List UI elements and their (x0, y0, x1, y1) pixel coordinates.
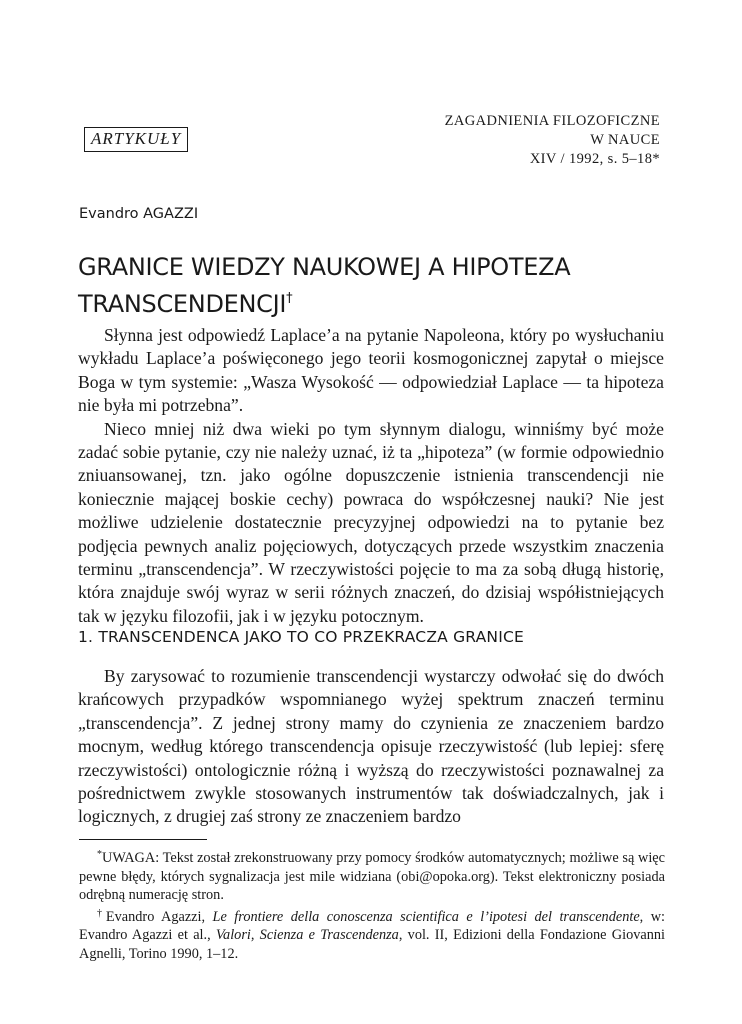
section-text (78, 665, 664, 829)
paragraph: Nieco mniej niż dwa wieki po tym słynnym dialogu, winniśmy być może zadać sobie pytanie, czy nie należy uznać, iż ta „hipoteza” (w formie odpowiednio zniuansowanej, tzn. jako ogólne dopuszczenie istnienia transcendencji nie koniecznie mającej boskie cechy) powraca do współczesnej nauki? Nie jest możliwe udzielenie dostatecznie precyzyjnej odpowiedzi na to pytanie bez podjęcia pewnych analiz pojęciowych, dotyczących przede wszystkim znaczenia terminu „transcendencja”. W rzeczywistości pojęcie to ma za sobą długą historię, która znajduje swój wyraz w serii różnych znaczeń, do dzisiaj współistniejących tak w języku filozofii, jak i w języku potocznym. (78, 418, 664, 626)
footnote-book: Valori, Scienza e Trascendenza (215, 927, 399, 944)
paragraph: Słynna jest odpowiedź Laplace’a na pytanie Napoleona, który po wysłuchaniu wykładu Laplace’a poświęconego jego teorii kosmogonicznej zapytał o miejsce Boga w tym systemie: „Wasza Wysokość — odpowiedział Laplace — ta hipoteza nie była mi potrzebna”. (78, 325, 664, 416)
journal-info (445, 112, 660, 169)
paragraph: By zarysować to rozumienie transcendencji wystarczy odwołać się do dwóch krańcowych przypadków wspomnianego wyżej spektrum znaczeń terminu „transcendencja”. Z jednej strony mamy do czynienia ze znaczeniem bardzo mocnym, według którego transcendencja opisuje rzeczywistość (lub lepiej: sferę rzeczywistości) ontologicznie różną i wyższą do rzeczywistości poznawalnej za pośrednictwem zwykle stosowanych instrumentów tak doświadczalnych, jak i logicznych, z drugiej zaś strony ze znaczeniem bardzo (78, 666, 664, 827)
article-title (78, 251, 668, 320)
title-footnote-mark: † (286, 291, 293, 306)
footnote-author: Evandro Agazzi, (105, 908, 213, 925)
footnote-text: UWAGA: Tekst został zrekonstruowany przy pomocy środków automatycznych; możliwe są więc pewne błędy, których sygnalizacja jest mile widziana (obi@opoka.org). Tekst elektroniczny posiada odrębną numerację stron. (79, 850, 665, 904)
footnote-mark: * (97, 849, 102, 860)
footnote (79, 905, 665, 964)
journal-subtitle: W NAUCE (590, 132, 660, 148)
author-name: Evandro AGAZZI (79, 206, 199, 222)
journal-volume: XIV / 1992, s. 5–18* (529, 151, 660, 167)
footnotes (79, 846, 665, 964)
footnote-mark: † (97, 907, 106, 919)
footnote-divider (79, 839, 207, 840)
footnote-text: , w: Evandro Agazzi et al., (79, 908, 666, 944)
intro-text (78, 324, 664, 628)
footnote-title: Le frontiere della conoscenza scientifica e l’ipotesi del transcendente (212, 908, 640, 925)
section-label: ARTYKUŁY (84, 127, 188, 152)
section-heading: 1. TRANSCENDENCA JAKO TO CO PRZEKRACZA GRANICE (78, 628, 525, 646)
journal-name: ZAGADNIENIA FILOZOFICZNE (444, 113, 660, 129)
footnote (79, 846, 665, 905)
footnote-text: , vol. II, Edizioni della Fondazione Giovanni Agnelli, Torino 1990, 1–12. (79, 927, 665, 962)
article-title-text: GRANICE WIEDZY NAUKOWEJ A HIPOTEZA TRANSCENDENCJI (78, 253, 571, 318)
